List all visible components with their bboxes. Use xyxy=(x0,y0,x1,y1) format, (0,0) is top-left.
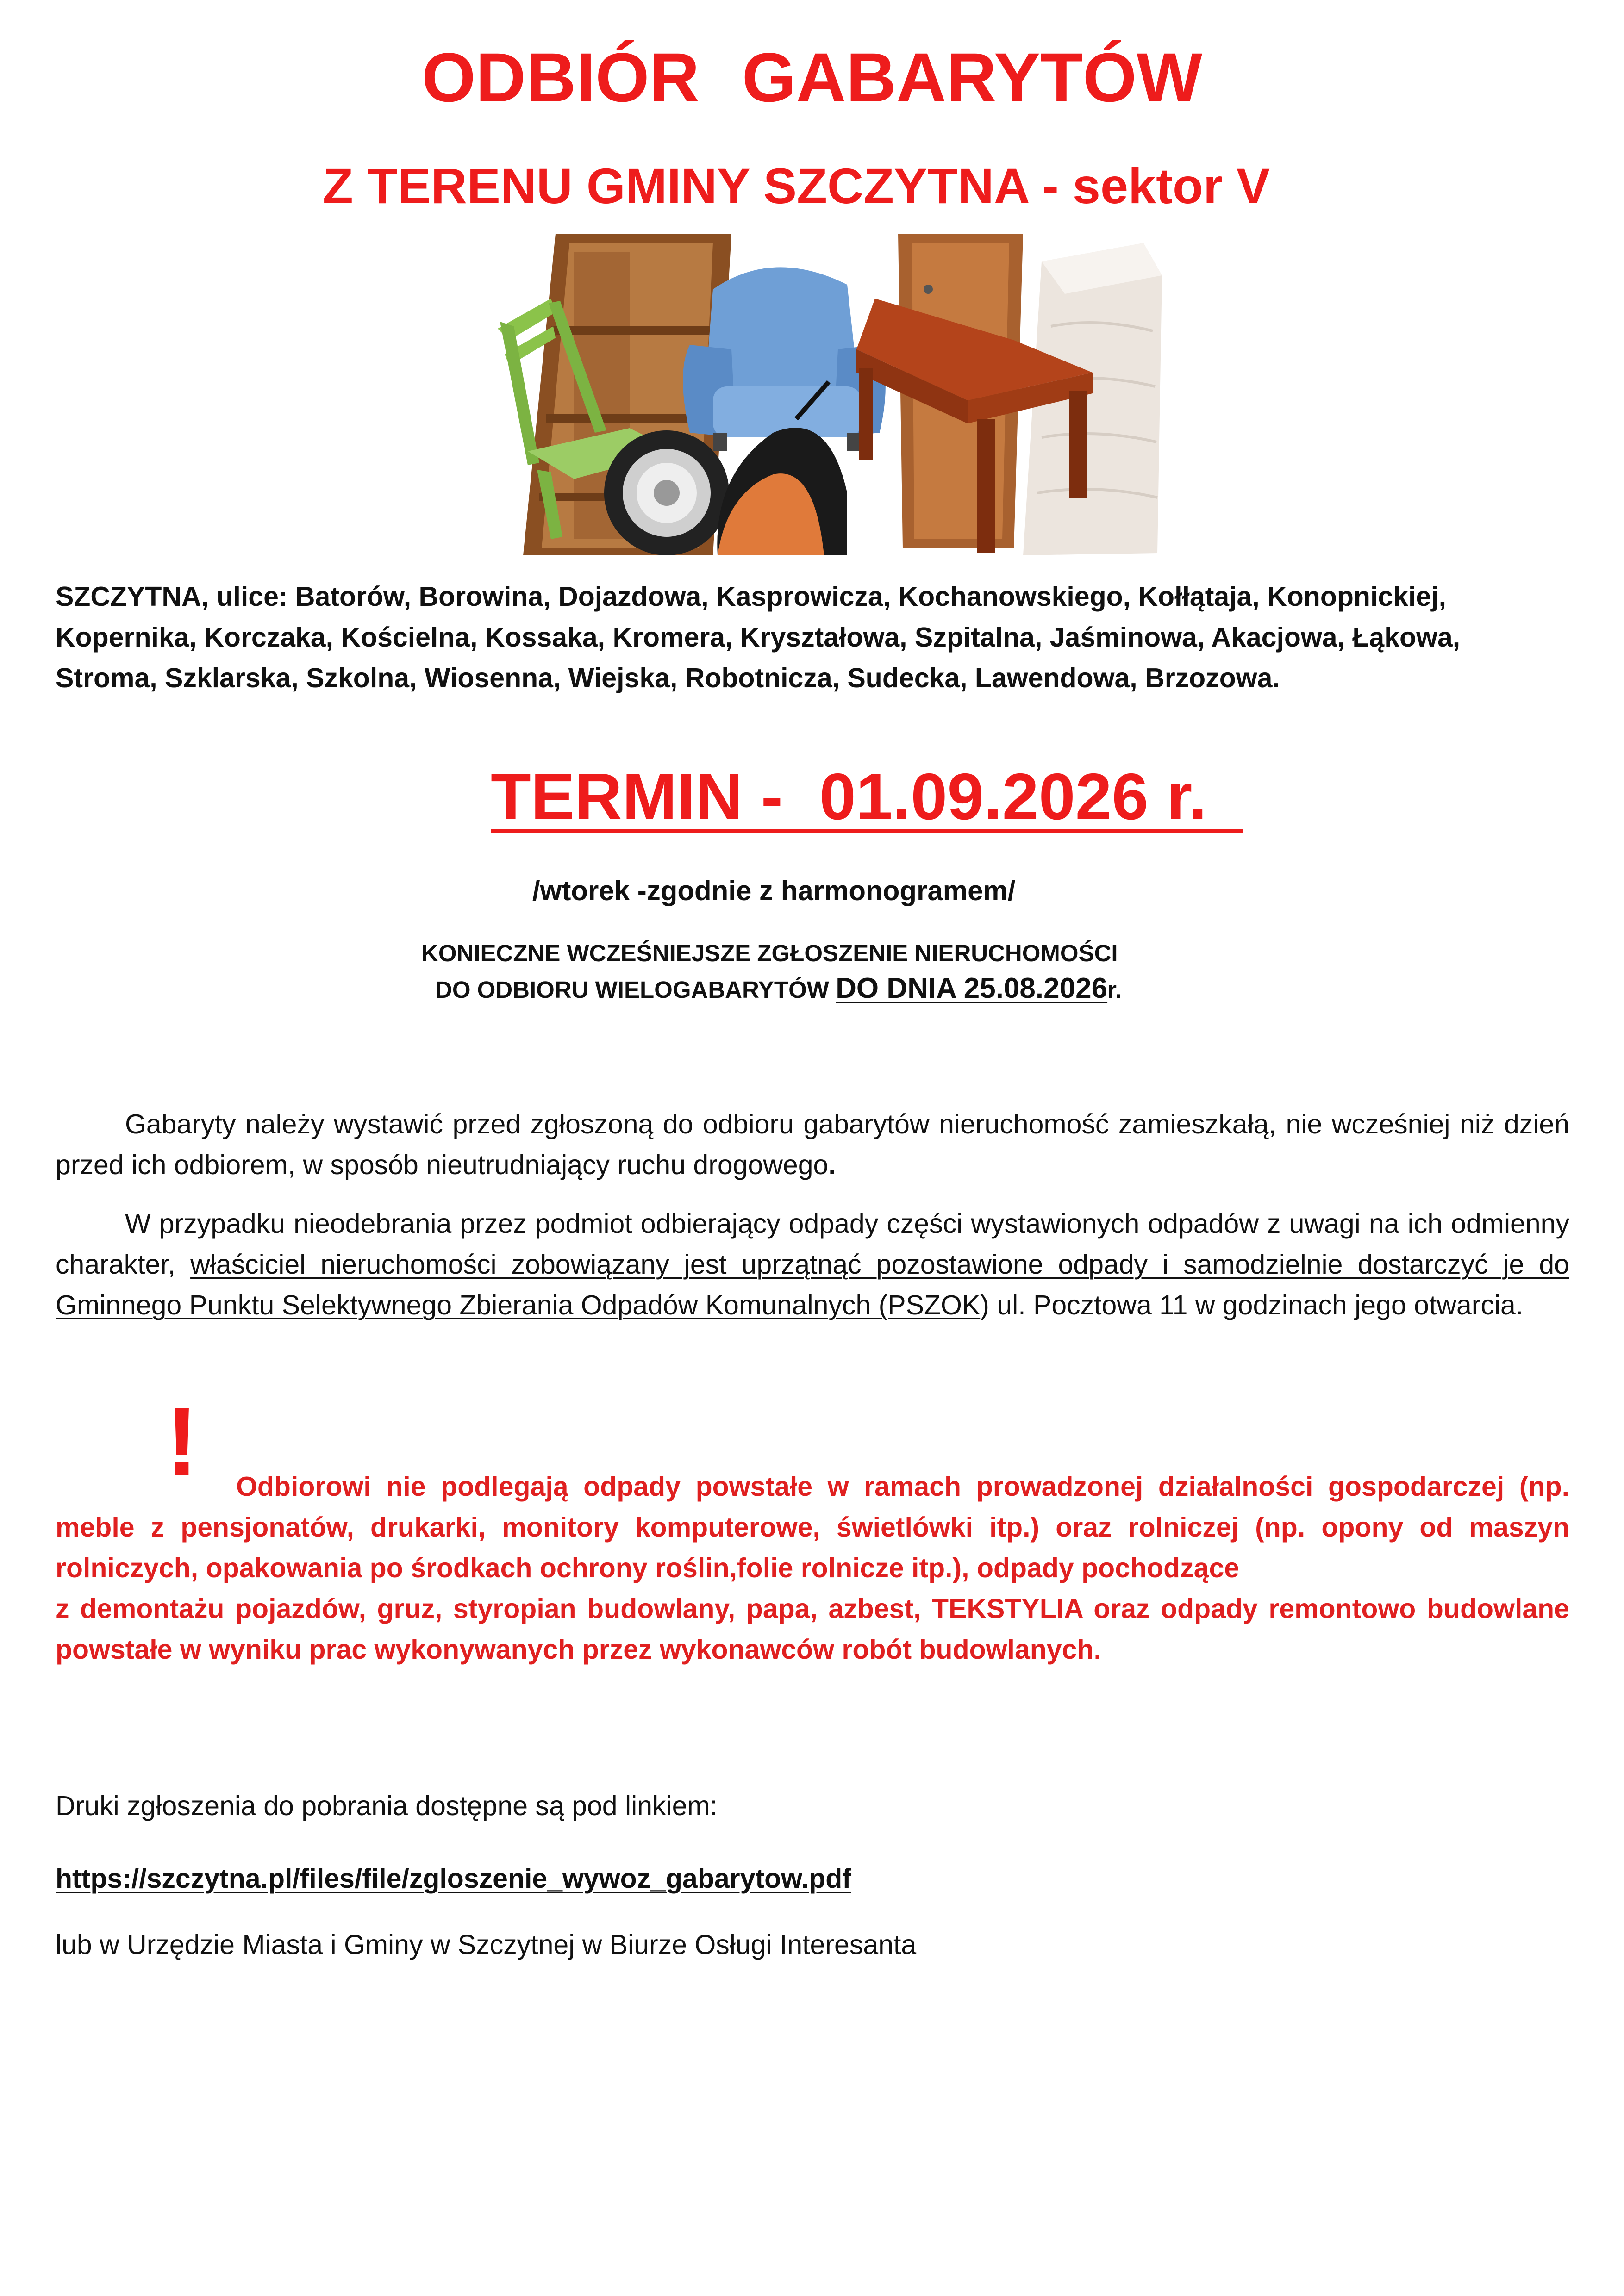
armchair-image xyxy=(683,267,886,451)
excluded-waste-text-continued: z demontażu pojazdów, gruz, styropian budowlany, papa, azbest, TEKSTYLIA oraz odpady remontowo budowlane powstałe w wyniku prac wykonywanych przez wykonawców robót budowlanych. xyxy=(56,1593,1569,1665)
placement-rules-text: Gabaryty należy wystawić przed zgłoszoną do odbioru gabarytów nieruchomość zamieszkałą, nie wcześniej niż dzień przed ich odbiorem, w sposób nieutrudniający ruchu drogowego xyxy=(56,1109,1569,1180)
forms-download-link[interactable]: https://szczytna.pl/files/file/zgloszenie_wywoz_gabarytow.pdf xyxy=(56,1863,851,1894)
uncollected-text-after: ) ul. Pocztowa 11 w godzinach jego otwarcia. xyxy=(980,1290,1524,1320)
pickup-date-heading: TERMIN - 01.09.2026 r. xyxy=(491,760,1243,834)
excluded-waste-warning xyxy=(56,1466,1569,1670)
page-subtitle: Z TERENU GMINY SZCZYTNA - sektor V xyxy=(322,158,1270,214)
registration-notice-line1: KONIECZNE WCZEŚNIEJSZE ZGŁOSZENIE NIERUCHOMOŚCI xyxy=(421,940,1118,966)
furniture-illustration xyxy=(495,234,1199,555)
uncollected-waste-paragraph xyxy=(56,1203,1569,1325)
registration-notice-prefix: DO ODBIORU WIELOGABARYTÓW xyxy=(435,977,836,1003)
registration-notice-suffix: r. xyxy=(1107,977,1122,1003)
weekday-note: /wtorek -zgodnie z harmonogramem/ xyxy=(532,875,1016,906)
page-title: ODBIÓR GABARYTÓW xyxy=(421,38,1202,116)
tire-image xyxy=(604,430,729,555)
forms-alternative-location: lub w Urzędzie Miasta i Gminy w Szczytnej w Biurze Osługi Interesanta xyxy=(56,1929,917,1960)
placement-rules-paragraph xyxy=(56,1104,1569,1185)
streets-list: SZCZYTNA, ulice: Batorów, Borowina, Dojazdowa, Kasprowicza, Kochanowskiego, Kołłątaja, Konopnickiej, Kopernika, Korczaka, Kościelna, Kossaka, Kromera, Kryształowa, Szpitalna, Jaśminowa, Akacjowa, Łąkowa, Stroma, Szklarska, Szkolna, Wiosenna, Wiejska, Robotnicza, Sudecka, Lawendowa, Brzozowa. xyxy=(56,581,1461,693)
placement-rules-end: . xyxy=(828,1150,836,1180)
excluded-waste-text: Odbiorowi nie podlegają odpady powstałe w ramach prowadzonej działalności gospodarczej (np. meble z pensjonatów, drukarki, monitory komputerowe, świetlówki itp.) oraz rolniczej (np. opony od maszyn rolniczych, opakowania po środkach ochrony roślin,folie rolnicze itp.), odpady pochodzące xyxy=(56,1471,1569,1583)
owner-obligation-text: właściciel nieruchomości zobowiązany jest uprzątnąć pozostawione odpady i samodzielnie dostarczyć je do Gminnego Punktu Selektywnego Zbierania Odpadów Komunalnych (PSZOK xyxy=(56,1249,1569,1320)
forms-download-label: Druki zgłoszenia do pobrania dostępne są pod linkiem: xyxy=(56,1791,718,1821)
exclamation-icon: ! xyxy=(166,1387,198,1496)
uncollected-text-before: W przypadku nieodebrania przez podmiot odbierający odpady części wystawionych odpadów z uwagi na ich odmienny charakter, xyxy=(56,1208,1569,1280)
registration-deadline: DO DNIA 25.08.2026 xyxy=(836,972,1108,1004)
registration-notice-line2 xyxy=(435,972,1122,1005)
